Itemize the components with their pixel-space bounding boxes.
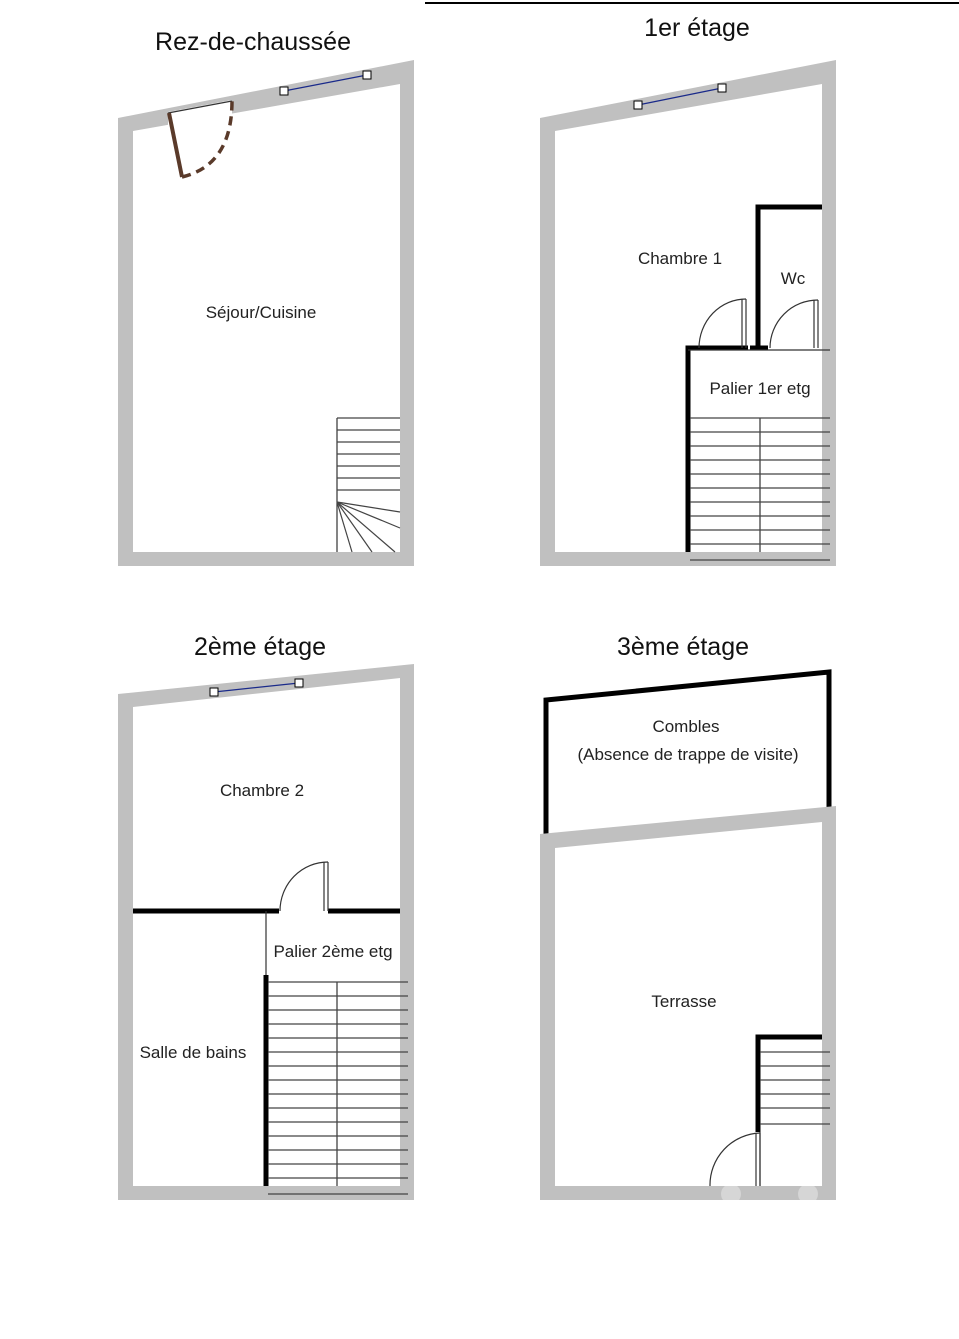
window-handle-left-first bbox=[634, 101, 642, 109]
door-chambre2 bbox=[280, 862, 328, 911]
window-handle-left-second bbox=[210, 688, 218, 696]
plan-ground-floor bbox=[118, 28, 414, 566]
door-chambre1 bbox=[699, 299, 746, 348]
window-handle-right-ground bbox=[363, 71, 371, 79]
room-combles: Combles bbox=[652, 717, 720, 736]
plan-third-floor bbox=[540, 633, 836, 1204]
room-chambre-2: Chambre 2 bbox=[219, 781, 305, 800]
room-combles-note: (Absence de trappe de visite) bbox=[577, 745, 799, 764]
room-wc: Wc bbox=[780, 269, 806, 288]
plan-second-floor bbox=[118, 633, 414, 1200]
stairs-third bbox=[758, 1037, 830, 1186]
room-terrasse: Terrasse bbox=[651, 992, 717, 1011]
room-palier-1er: Palier 1er etg bbox=[709, 379, 811, 398]
room-palier-2eme: Palier 2ème etg bbox=[273, 942, 393, 961]
room-chambre-1: Chambre 1 bbox=[637, 249, 723, 268]
title-third-floor: 3ème étage bbox=[616, 633, 750, 661]
room-salle-de-bains: Salle de bains bbox=[139, 1043, 247, 1062]
room-sejour-cuisine: Séjour/Cuisine bbox=[205, 303, 317, 322]
title-first-floor: 1er étage bbox=[644, 14, 750, 42]
title-second-floor: 2ème étage bbox=[193, 633, 327, 661]
plan-first-floor bbox=[540, 14, 836, 566]
stairs-first bbox=[690, 418, 830, 560]
door-wc bbox=[770, 300, 818, 348]
stairs-second bbox=[268, 982, 408, 1194]
window-handle-right-first bbox=[718, 84, 726, 92]
door-terrasse bbox=[710, 1133, 760, 1186]
window-handle-left-ground bbox=[280, 87, 288, 95]
stairs-ground bbox=[337, 418, 400, 552]
title-ground-floor: Rez-de-chaussée bbox=[155, 28, 351, 56]
window-handle-right-second bbox=[295, 679, 303, 687]
